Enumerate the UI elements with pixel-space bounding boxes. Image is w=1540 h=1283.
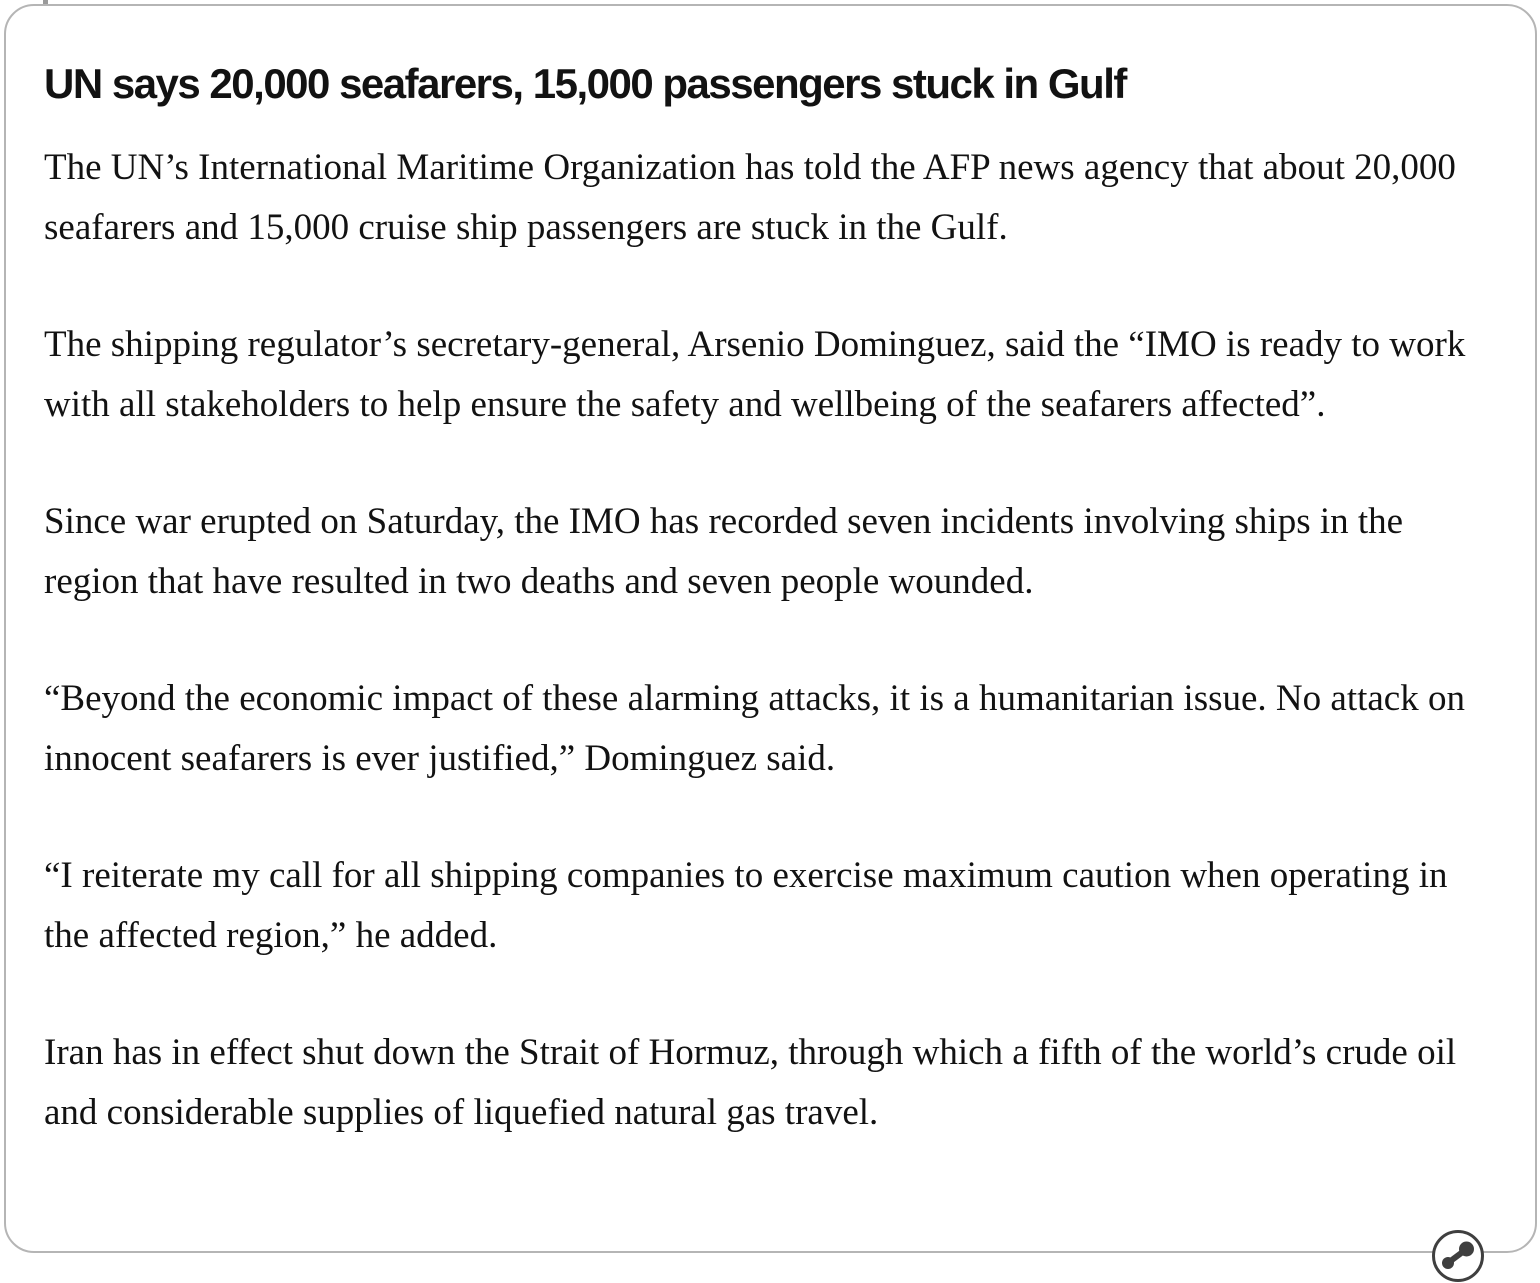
article-paragraph: “Beyond the economic impact of these alarming attacks, it is a humanitarian issue. No attack on innocent seafarers is ever justified,” Dominguez said.: [44, 678, 1465, 779]
article-paragraph: “I reiterate my call for all shipping companies to exercise maximum caution when operating in the affected region,” he added.: [44, 855, 1448, 956]
article-paragraph: The shipping regulator’s secretary-general, Arsenio Dominguez, said the “IMO is ready to work with all stakeholders to help ensure the safety and wellbeing of the seafarers affected”.: [44, 324, 1466, 425]
post-headline: UN says 20,000 seafarers, 15,000 passengers stuck in Gulf: [44, 60, 1126, 107]
share-button[interactable]: [1431, 1229, 1485, 1283]
article-paragraph: Iran has in effect shut down the Strait of Hormuz, through which a fifth of the world’s crude oil and considerable supplies of liquefied natural gas travel.: [44, 1032, 1457, 1133]
article-paragraph: The UN’s International Maritime Organization has told the AFP news agency that about 20,000 seafarers and 15,000 cruise ship passengers are stuck in the Gulf.: [44, 147, 1456, 248]
liveblog-post-card: [4, 4, 1537, 1253]
post-body: [44, 138, 1495, 1143]
article-paragraph: Since war erupted on Saturday, the IMO has recorded seven incidents involving ships in the region that have resulted in two deaths and seven people wounded.: [44, 501, 1404, 602]
share-icon: [1431, 1229, 1485, 1283]
